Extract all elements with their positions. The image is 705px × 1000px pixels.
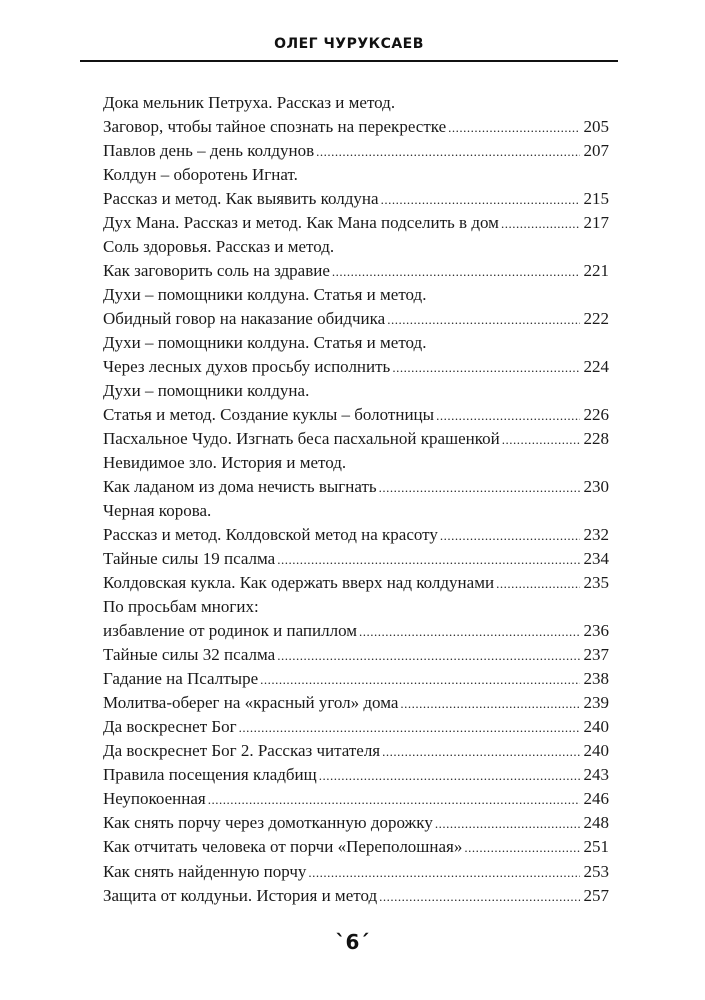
toc-dot-leader (277, 644, 579, 668)
toc-entry-page: 205 (583, 117, 609, 137)
toc-entry-page: 207 (583, 141, 609, 161)
toc-entry-title: Дух Мана. Рассказ и метод. Как Мана подселить в дом (103, 213, 499, 233)
toc-entry-title: Дока мельник Петруха. Рассказ и метод. (103, 93, 396, 112)
toc-entry-title: Колдовская кукла. Как одержать вверх над колдунами (103, 573, 495, 593)
toc-entry-page: 246 (583, 789, 609, 809)
toc-dot-leader (379, 885, 579, 909)
toc-entry-page: 240 (583, 717, 609, 737)
toc-entry (103, 379, 609, 403)
toc-entry-title: Да воскреснет Бог (103, 717, 237, 737)
toc-dot-leader (435, 812, 580, 836)
toc-entry-title: Через лесных духов просьбу исполнить (103, 357, 391, 377)
toc-entry (103, 91, 609, 115)
toc-entry (103, 523, 609, 547)
toc-entry-page: 248 (583, 813, 609, 833)
toc-entry (103, 331, 609, 355)
toc-entry-page: 257 (583, 885, 609, 905)
toc-entry-page: 230 (583, 477, 609, 497)
toc-dot-leader (316, 140, 579, 164)
toc-entry-page: 222 (583, 309, 609, 329)
toc-entry (103, 787, 609, 811)
toc-entry (103, 235, 609, 259)
toc-entry-title: Как снять найденную порчу (103, 861, 307, 881)
toc-entry-title: Павлов день – день колдунов (103, 141, 315, 161)
toc-entry-page: 224 (583, 357, 609, 377)
toc-entry-title: Статья и метод. Создание куклы – болотницы (103, 405, 435, 425)
toc-entry-title: Неупокоенная (103, 789, 206, 809)
toc-entry-page: 226 (583, 405, 609, 425)
toc-entry (103, 715, 609, 739)
toc-entry (103, 860, 609, 884)
toc-dot-leader (502, 428, 580, 452)
toc-dot-leader (379, 476, 580, 500)
toc-entry (103, 259, 609, 283)
toc-entry-title: Молитва-оберег на «красный угол» дома (103, 693, 399, 713)
toc-entry-title: Да воскреснет Бог 2. Рассказ читателя (103, 741, 381, 761)
toc-entry-page: 253 (583, 861, 609, 881)
toc-dot-leader (308, 861, 579, 885)
toc-entry (103, 739, 609, 763)
toc-entry-title: Как заговорить соль на здравие (103, 261, 330, 281)
toc-entry-page: 228 (583, 429, 609, 449)
toc-entry-page: 237 (583, 645, 609, 665)
table-of-contents (103, 91, 609, 908)
toc-entry-title: Рассказ и метод. Колдовской метод на красоту (103, 525, 438, 545)
toc-entry (103, 571, 609, 595)
toc-entry (103, 619, 609, 643)
toc-dot-leader (501, 212, 580, 236)
toc-entry-page: 238 (583, 669, 609, 689)
toc-entry (103, 307, 609, 331)
toc-entry (103, 211, 609, 235)
toc-entry (103, 667, 609, 691)
toc-dot-leader (359, 620, 579, 644)
toc-entry (103, 187, 609, 211)
toc-entry-page: 251 (583, 837, 609, 857)
toc-entry-title: Как ладаном из дома нечисть выгнать (103, 477, 377, 497)
toc-entry-title: Тайные силы 19 псалма (103, 549, 276, 569)
toc-entry (103, 499, 609, 523)
toc-dot-leader (448, 116, 579, 140)
toc-dot-leader (496, 572, 579, 596)
toc-entry (103, 115, 609, 139)
toc-entry-title: Колдун – оборотень Игнат. (103, 165, 298, 185)
toc-entry (103, 763, 609, 787)
toc-entry (103, 283, 609, 307)
toc-dot-leader (392, 356, 579, 380)
toc-dot-leader (208, 788, 580, 812)
toc-entry (103, 403, 609, 427)
running-header-author: ОЛЕГ ЧУРУКСАЕВ (274, 36, 424, 52)
toc-entry (103, 835, 609, 859)
toc-entry-title: Духи – помощники колдуна. Статья и метод. (103, 333, 427, 353)
toc-dot-leader (319, 764, 580, 788)
toc-entry (103, 884, 609, 908)
toc-entry-title: Обидный говор на наказание обидчика (103, 309, 386, 329)
toc-dot-leader (436, 404, 579, 428)
toc-dot-leader (277, 548, 579, 572)
toc-dot-leader (464, 836, 579, 860)
toc-entry-title: Пасхальное Чудо. Изгнать беса пасхальной крашенкой (103, 429, 500, 449)
toc-dot-leader (400, 692, 579, 716)
page-number: `6´ (335, 930, 370, 954)
toc-dot-leader (332, 260, 580, 284)
toc-entry-title: По просьбам многих: (103, 597, 259, 617)
toc-entry (103, 427, 609, 451)
toc-entry-title: Заговор, чтобы тайное спознать на перекрестке (103, 117, 447, 137)
toc-dot-leader (239, 716, 580, 740)
toc-entry-page: 232 (583, 525, 609, 545)
toc-entry-title: Как снять порчу через домотканную дорожку (103, 813, 433, 833)
toc-dot-leader (382, 740, 579, 764)
toc-entry (103, 643, 609, 667)
toc-entry-page: 235 (583, 573, 609, 593)
toc-entry (103, 139, 609, 163)
toc-entry-title: Гадание на Псалтыре (103, 669, 259, 689)
toc-entry-title: Соль здоровья. Рассказ и метод. (103, 237, 335, 257)
toc-entry-page: 234 (583, 549, 609, 569)
toc-entry (103, 451, 609, 475)
toc-entry-page: 240 (583, 741, 609, 761)
toc-entry-page: 217 (583, 213, 609, 233)
header-rule (80, 60, 618, 62)
toc-dot-leader (387, 308, 579, 332)
toc-entry (103, 595, 609, 619)
toc-dot-leader (260, 668, 579, 692)
toc-entry-title: Духи – помощники колдуна. Статья и метод. (103, 285, 427, 305)
toc-entry-page: 221 (583, 261, 609, 281)
toc-entry-title: Защита от колдуньи. История и метод (103, 885, 378, 905)
toc-entry (103, 475, 609, 499)
toc-entry-title: Правила посещения кладбищ (103, 765, 317, 785)
toc-entry-page: 239 (583, 693, 609, 713)
toc-entry-page: 236 (583, 621, 609, 641)
toc-entry-page: 243 (583, 765, 609, 785)
toc-entry-title: Черная корова. (103, 501, 212, 521)
toc-dot-leader (381, 188, 580, 212)
toc-entry (103, 547, 609, 571)
toc-entry (103, 691, 609, 715)
toc-entry-title: избавление от родинок и папиллом (103, 621, 358, 641)
toc-dot-leader (440, 524, 580, 548)
toc-entry-page: 215 (583, 189, 609, 209)
toc-entry-title: Духи – помощники колдуна. (103, 381, 310, 401)
toc-entry-title: Невидимое зло. История и метод. (103, 453, 347, 473)
toc-entry (103, 355, 609, 379)
toc-entry-title: Рассказ и метод. Как выявить колдуна (103, 189, 379, 209)
toc-entry-title: Тайные силы 32 псалма (103, 645, 276, 665)
toc-entry-title: Как отчитать человека от порчи «Переполошная» (103, 837, 463, 857)
toc-entry (103, 811, 609, 835)
toc-entry (103, 163, 609, 187)
